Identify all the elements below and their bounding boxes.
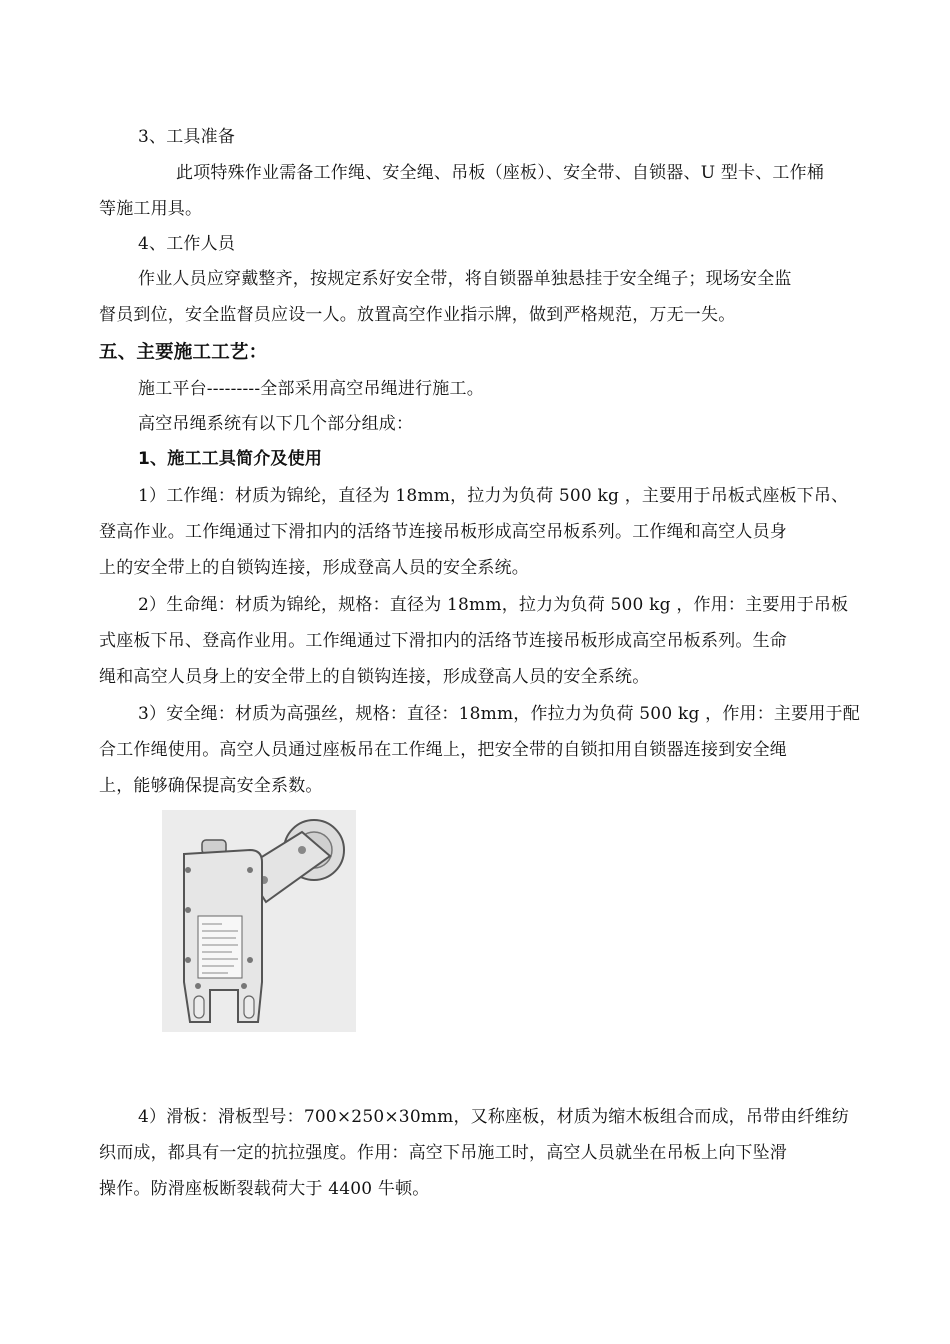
item-2-line-3: 绳和高空人员身上的安全带上的自锁钩连接，形成登高人员的安全系统。: [99, 667, 650, 687]
item-4-line-3: 操作。防滑座板断裂载荷大于 4400 牛顿。: [99, 1179, 430, 1199]
section-staff-line-2: 督员到位，安全监督员应设一人。放置高空作业指示牌，做到严格规范，万无一失。: [99, 305, 736, 325]
item-2-line-2: 式座板下吊、登高作业用。工作绳通过下滑扣内的活络节连接吊板形成高空吊板系列。生命: [99, 631, 787, 651]
section-staff-line-1: 作业人员应穿戴整齐，按规定系好安全带，将自锁器单独悬挂于安全绳子；现场安全监: [138, 269, 792, 289]
self-locking-device-photo: [162, 810, 356, 1032]
item-1-line-2: 登高作业。工作绳通过下滑扣内的活络节连接吊板形成高空吊板系列。工作绳和高空人员身: [99, 522, 787, 542]
section-process-heading: 五、主要施工工艺：: [99, 342, 268, 363]
item-3-line-3: 上，能够确保提高安全系数。: [99, 776, 323, 796]
item-3-line-2: 合工作绳使用。高空人员通过座板吊在工作绳上，把安全带的自锁扣用自锁器连接到安全绳: [99, 740, 787, 760]
section-tools-line-1: 此项特殊作业需备工作绳、安全绳、吊板（座板）、安全带、自锁器、U 型卡、工作桶: [176, 163, 825, 183]
item-3-line-1: 3）安全绳：材质为高强丝，规格：直径：18mm，作拉力为负荷 500 kg ，作用：主要用于配: [138, 704, 860, 724]
process-subheading: 1、施工工具简介及使用: [138, 449, 323, 469]
item-4-line-2: 织而成，都具有一定的抗拉强度。作用：高空下吊施工时，高空人员就坐在吊板上向下坠滑: [99, 1143, 787, 1163]
section-staff-heading: 4、工作人员: [138, 234, 236, 254]
process-intro-line-2: 高空吊绳系统有以下几个部分组成：: [138, 414, 414, 434]
item-1-line-3: 上的安全带上的自锁钩连接，形成登高人员的安全系统。: [99, 558, 529, 578]
item-1-line-1: 1）工作绳：材质为锦纶，直径为 18mm，拉力为负荷 500 kg ，主要用于吊板式座板下吊、: [138, 486, 849, 506]
process-intro-line-1: 施工平台---------全部采用高空吊绳进行施工。: [138, 379, 484, 399]
item-4-line-1: 4）滑板：滑板型号：700×250×30mm，又称座板，材质为缩木板组合而成，吊带由纤维纺: [138, 1107, 850, 1127]
section-tools-line-2: 等施工用具。: [99, 199, 203, 219]
item-2-line-1: 2）生命绳：材质为锦纶，规格：直径为 18mm，拉力为负荷 500 kg ，作用：主要用于吊板: [138, 595, 849, 615]
section-tools-heading: 3、工具准备: [138, 127, 236, 147]
